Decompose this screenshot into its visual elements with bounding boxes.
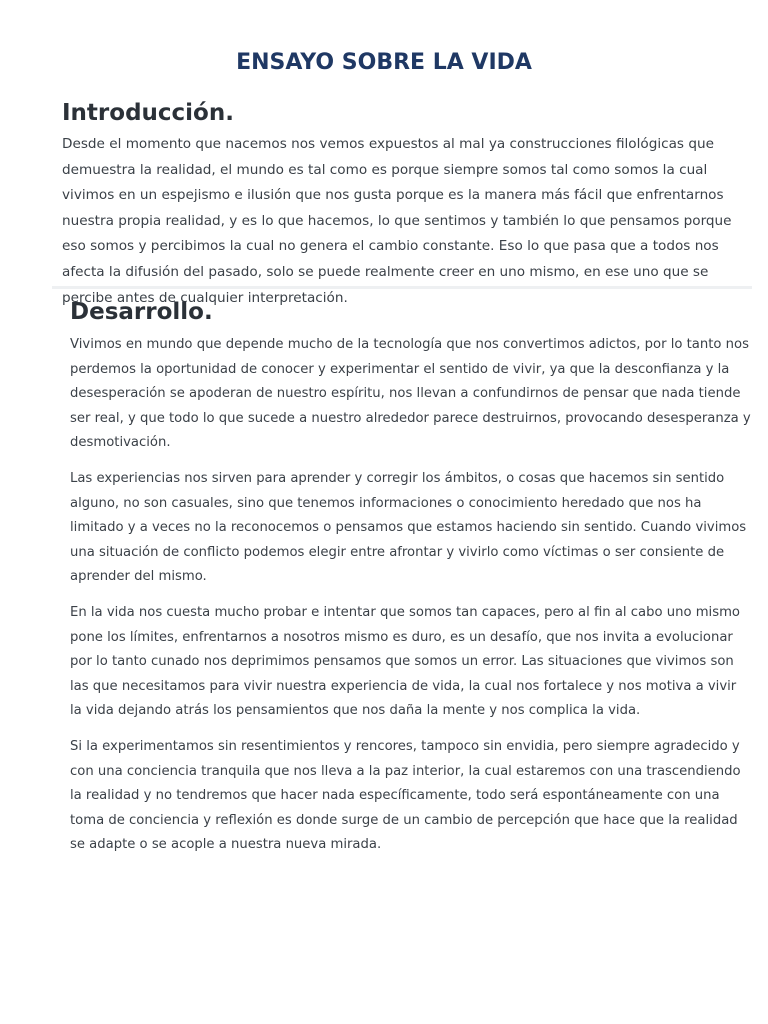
introduction-heading: Introducción. — [62, 100, 234, 126]
development-section — [52, 286, 752, 869]
development-paragraph-1: Vivimos en mundo que depende mucho de la tecnología que nos convertimos adictos, por lo tanto nos perdemos la oportunidad de conocer y experimentar el sentido de vivir, ya que la desconfianza y la desesperación se apoderan de nuestro espíritu, nos llevan a confundirnos de pensar que nada tiende ser real, y que todo lo que sucede a nuestro alrededor parece destruirnos, provocando desesperanza y desmotivación. — [70, 337, 751, 451]
introduction-section — [52, 96, 764, 306]
development-heading: Desarrollo. — [70, 299, 213, 325]
document-title: ENSAYO SOBRE LA VIDA — [236, 50, 532, 75]
development-paragraph-3: En la vida nos cuesta mucho probar e intentar que somos tan capaces, pero al fin al cabo uno mismo pone los límites, enfrentarnos a nosotros mismo es duro, es un desafío, que nos invita a evolucionar por lo tanto cunado nos deprimimos pensamos que somos un error. Las situaciones que vivimos son las que necesitamos para vivir nuestra experiencia de vida, la cual nos fortalece y nos motiva a vivir la vida dejando atrás los pensamientos que nos daña la mente y nos complica la vida. — [70, 604, 740, 719]
development-paragraph-2: Las experiencias nos sirven para aprender y corregir los ámbitos, o cosas que hacemos sin sentido alguno, no son casuales, sino que tenemos informaciones o conocimiento heredado que nos ha limitado y a veces no la reconocemos o pensamos que estamos haciendo sin sentido. Cuando vivimos una situación de conflicto podemos elegir entre afrontar y vivirlo como víctimas o ser consiente de aprender del mismo. — [70, 470, 747, 585]
introduction-paragraph: Desde el momento que nacemos nos vemos expuestos al mal ya construcciones filológicas que demuestra la realidad, el mundo es tal como es porque siempre somos tal como somos la cual vivimos en un espejismo e ilusión que nos gusta porque es la manera más fácil que enfrentarnos nuestra propia realidad, y es lo que hacemos, lo que sentimos y también lo que pensamos porque eso somos y percibimos la cual no genera el cambio constante. Eso lo que pasa que a todos nos afecta la difusión del pasado, solo se puede realmente creer en uno mismo, en ese uno que se percibe antes de cualquier interpretación. — [62, 136, 732, 306]
development-paragraph-4: Si la experimentamos sin resentimientos y rencores, tampoco sin envidia, pero siempre agradecido y con una conciencia tranquila que nos lleva a la paz interior, la cual estaremos con una trascendiendo la realidad y no tendremos que hacer nada específicamente, todo será espontáneamente con una toma de conciencia y reflexión es donde surge de un cambio de percepción que hace que la realidad se adapte o se acople a nuestra nueva mirada. — [70, 738, 741, 853]
